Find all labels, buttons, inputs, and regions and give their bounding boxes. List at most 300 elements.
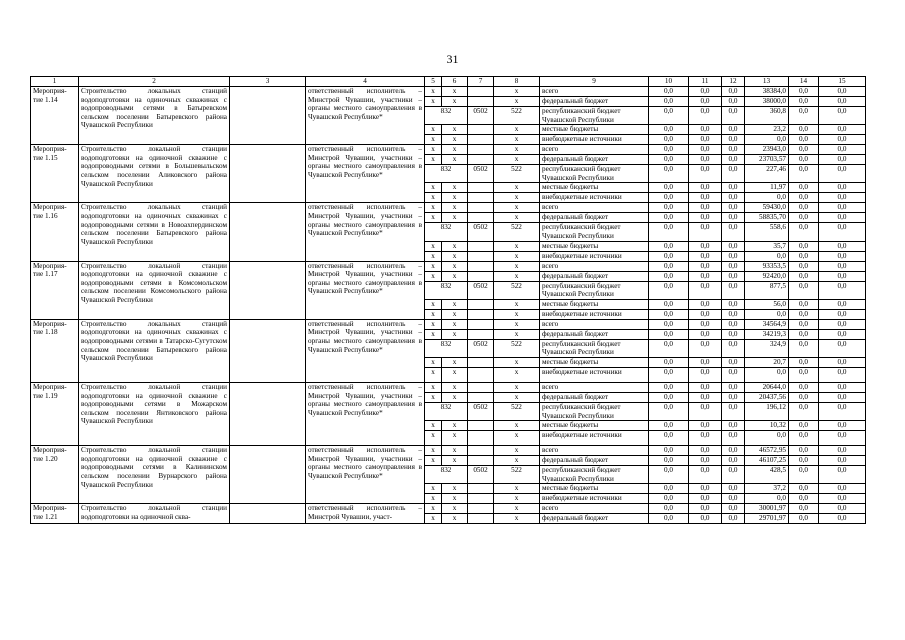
- mark-cell: x: [425, 357, 442, 367]
- value-cell: 0,0: [819, 125, 866, 135]
- measure-executor: ответственный исполнитель – Минстрой Чувашии, участ-: [306, 504, 425, 524]
- funding-source: федеральный бюджет: [540, 329, 649, 339]
- value-cell: 0,0: [789, 261, 819, 271]
- value-cell: 0,0: [819, 241, 866, 251]
- mark-cell: x: [494, 431, 540, 446]
- table-row: [31, 145, 866, 155]
- value-cell: 0,0: [819, 504, 866, 514]
- mark-cell: x: [442, 484, 468, 494]
- value-cell: 0,0: [819, 319, 866, 329]
- value-cell: 0,0: [722, 299, 745, 309]
- empty-cell: [468, 484, 494, 494]
- value-cell: 0,0: [789, 213, 819, 223]
- measure-description: Строительство локальной станции водоподготовки на одиночной скважине с водопроводными сетями в Большевыльском сельском поселении Аликовского района Чувашской Республики: [79, 145, 230, 203]
- value-cell: 0,0: [789, 125, 819, 135]
- mark-cell: x: [425, 329, 442, 339]
- budget-table: [30, 76, 866, 524]
- value-cell: 0,0: [649, 87, 689, 97]
- table-row: [31, 446, 866, 456]
- empty-cell: [230, 203, 306, 261]
- code-cell: 0502: [468, 339, 494, 357]
- value-cell: 0,0: [722, 339, 745, 357]
- value-cell: 0,0: [819, 446, 866, 456]
- code-cell: 522: [494, 339, 540, 357]
- measure-executor: ответственный исполнитель – Минстрой Чувашии, участники – органы местного самоуправления в Чувашской Республике*: [306, 382, 425, 445]
- value-cell: 0,0: [689, 97, 722, 107]
- measure-executor: ответственный исполнитель – Минстрой Чувашии, участники – органы местного самоуправления в Чувашской Республике*: [306, 319, 425, 382]
- amount-cell: 11,97: [745, 183, 789, 193]
- measure-description: Строительство локальных станций водоподготовки на одиночных скважинах с водопроводными сетями в Новоахпердинском сельском поселении Батыревского района Чувашской Республики: [79, 203, 230, 261]
- value-cell: 0,0: [689, 514, 722, 524]
- mark-cell: x: [494, 446, 540, 456]
- value-cell: 0,0: [649, 367, 689, 382]
- empty-cell: [468, 125, 494, 135]
- mark-cell: x: [494, 494, 540, 504]
- mark-cell: x: [442, 446, 468, 456]
- value-cell: 0,0: [789, 165, 819, 183]
- empty-cell: [468, 357, 494, 367]
- value-cell: 0,0: [789, 97, 819, 107]
- value-cell: 0,0: [722, 456, 745, 466]
- funding-source: всего: [540, 504, 649, 514]
- funding-source: местные бюджеты: [540, 357, 649, 367]
- column-number: 1: [31, 77, 79, 87]
- amount-cell: 93353,5: [745, 261, 789, 271]
- value-cell: 0,0: [722, 446, 745, 456]
- value-cell: 0,0: [649, 125, 689, 135]
- mark-cell: x: [442, 271, 468, 281]
- code-cell: 522: [494, 165, 540, 183]
- amount-cell: 59430,0: [745, 203, 789, 213]
- empty-cell: [468, 456, 494, 466]
- mark-cell: x: [425, 97, 442, 107]
- funding-source: местные бюджеты: [540, 484, 649, 494]
- value-cell: 0,0: [689, 107, 722, 125]
- value-cell: 0,0: [722, 514, 745, 524]
- mark-cell: x: [442, 87, 468, 97]
- value-cell: 0,0: [649, 107, 689, 125]
- code-cell: 0502: [468, 107, 494, 125]
- mark-cell: x: [494, 241, 540, 251]
- empty-cell: [468, 329, 494, 339]
- code-cell: 832: [425, 223, 468, 241]
- value-cell: 0,0: [722, 367, 745, 382]
- value-cell: 0,0: [689, 466, 722, 484]
- value-cell: 0,0: [789, 392, 819, 402]
- funding-source: федеральный бюджет: [540, 155, 649, 165]
- value-cell: 0,0: [649, 431, 689, 446]
- mark-cell: x: [442, 203, 468, 213]
- value-cell: 0,0: [649, 165, 689, 183]
- mark-cell: x: [442, 319, 468, 329]
- value-cell: 0,0: [819, 514, 866, 524]
- amount-cell: 56,0: [745, 299, 789, 309]
- value-cell: 0,0: [649, 382, 689, 392]
- value-cell: 0,0: [789, 466, 819, 484]
- funding-source: местные бюджеты: [540, 183, 649, 193]
- empty-cell: [468, 261, 494, 271]
- funding-source: федеральный бюджет: [540, 456, 649, 466]
- mark-cell: x: [494, 261, 540, 271]
- value-cell: 0,0: [722, 281, 745, 299]
- value-cell: 0,0: [722, 223, 745, 241]
- value-cell: 0,0: [689, 329, 722, 339]
- empty-cell: [468, 309, 494, 319]
- value-cell: 0,0: [789, 514, 819, 524]
- mark-cell: x: [425, 261, 442, 271]
- empty-cell: [468, 87, 494, 97]
- funding-source: местные бюджеты: [540, 421, 649, 431]
- value-cell: 0,0: [689, 494, 722, 504]
- mark-cell: x: [425, 145, 442, 155]
- funding-source: всего: [540, 203, 649, 213]
- value-cell: 0,0: [722, 382, 745, 392]
- mark-cell: x: [494, 484, 540, 494]
- value-cell: 0,0: [689, 446, 722, 456]
- funding-source: всего: [540, 87, 649, 97]
- measure-executor: ответственный исполнитель – Минстрой Чувашии, участники – органы местного самоуправления в Чувашской Республике*: [306, 203, 425, 261]
- funding-source: всего: [540, 382, 649, 392]
- value-cell: 0,0: [689, 421, 722, 431]
- amount-cell: 428,5: [745, 466, 789, 484]
- value-cell: 0,0: [689, 299, 722, 309]
- code-cell: 0502: [468, 223, 494, 241]
- table-row: [31, 87, 866, 97]
- amount-cell: 877,5: [745, 281, 789, 299]
- mark-cell: x: [494, 251, 540, 261]
- funding-source: республиканский бюджет Чувашской Республики: [540, 223, 649, 241]
- measure-description: Строительство локальной станции водоподготовки на одиночной скважине с водопроводными сетями в Можарском сельском поселении Янтиковского района Чувашской Республики: [79, 382, 230, 445]
- empty-cell: [468, 392, 494, 402]
- funding-source: федеральный бюджет: [540, 514, 649, 524]
- value-cell: 0,0: [819, 271, 866, 281]
- empty-cell: [230, 446, 306, 504]
- value-cell: 0,0: [789, 183, 819, 193]
- value-cell: 0,0: [819, 357, 866, 367]
- mark-cell: x: [442, 97, 468, 107]
- value-cell: 0,0: [689, 87, 722, 97]
- value-cell: 0,0: [649, 155, 689, 165]
- value-cell: 0,0: [689, 135, 722, 145]
- amount-cell: 20644,0: [745, 382, 789, 392]
- empty-cell: [468, 271, 494, 281]
- mark-cell: x: [494, 97, 540, 107]
- measure-label: Мероприя-тие 1.20: [31, 446, 79, 504]
- value-cell: 0,0: [722, 107, 745, 125]
- mark-cell: x: [442, 155, 468, 165]
- measure-executor: ответственный исполнитель – Минстрой Чувашии, участники – органы местного самоуправления в Чувашской Республике*: [306, 261, 425, 319]
- value-cell: 0,0: [722, 135, 745, 145]
- amount-cell: 196,12: [745, 402, 789, 420]
- mark-cell: x: [425, 382, 442, 392]
- value-cell: 0,0: [819, 484, 866, 494]
- value-cell: 0,0: [789, 87, 819, 97]
- funding-source: федеральный бюджет: [540, 97, 649, 107]
- empty-cell: [230, 87, 306, 145]
- value-cell: 0,0: [789, 251, 819, 261]
- empty-cell: [468, 319, 494, 329]
- value-cell: 0,0: [722, 466, 745, 484]
- header-row: [31, 77, 866, 87]
- value-cell: 0,0: [789, 357, 819, 367]
- value-cell: 0,0: [649, 213, 689, 223]
- value-cell: 0,0: [689, 309, 722, 319]
- value-cell: 0,0: [689, 402, 722, 420]
- amount-cell: 10,32: [745, 421, 789, 431]
- funding-source: всего: [540, 261, 649, 271]
- amount-cell: 35,7: [745, 241, 789, 251]
- code-cell: 832: [425, 402, 468, 420]
- mark-cell: x: [425, 125, 442, 135]
- amount-cell: 20437,56: [745, 392, 789, 402]
- mark-cell: x: [442, 145, 468, 155]
- amount-cell: 38384,0: [745, 87, 789, 97]
- value-cell: 0,0: [649, 446, 689, 456]
- amount-cell: 23,2: [745, 125, 789, 135]
- value-cell: 0,0: [689, 339, 722, 357]
- value-cell: 0,0: [722, 261, 745, 271]
- mark-cell: x: [494, 382, 540, 392]
- mark-cell: x: [494, 329, 540, 339]
- value-cell: 0,0: [789, 299, 819, 309]
- mark-cell: x: [494, 87, 540, 97]
- mark-cell: x: [425, 446, 442, 456]
- mark-cell: x: [494, 271, 540, 281]
- amount-cell: 38000,0: [745, 97, 789, 107]
- mark-cell: x: [442, 125, 468, 135]
- code-cell: 0502: [468, 402, 494, 420]
- mark-cell: x: [442, 309, 468, 319]
- value-cell: 0,0: [789, 319, 819, 329]
- value-cell: 0,0: [689, 125, 722, 135]
- mark-cell: x: [494, 309, 540, 319]
- amount-cell: 23703,57: [745, 155, 789, 165]
- column-number: 2: [79, 77, 230, 87]
- value-cell: 0,0: [689, 165, 722, 183]
- value-cell: 0,0: [819, 97, 866, 107]
- value-cell: 0,0: [819, 87, 866, 97]
- mark-cell: x: [425, 504, 442, 514]
- column-number: 3: [230, 77, 306, 87]
- measure-description: Строительство локальной станции водоподготовки на одиночной скважине с водопроводными сетями в Комсомольском сельском поселении Комсомольского района Чувашской Республики: [79, 261, 230, 319]
- value-cell: 0,0: [819, 135, 866, 145]
- value-cell: 0,0: [649, 466, 689, 484]
- value-cell: 0,0: [819, 251, 866, 261]
- value-cell: 0,0: [789, 402, 819, 420]
- code-cell: 832: [425, 339, 468, 357]
- mark-cell: x: [494, 504, 540, 514]
- value-cell: 0,0: [689, 484, 722, 494]
- value-cell: 0,0: [819, 213, 866, 223]
- column-number: 5: [425, 77, 442, 87]
- value-cell: 0,0: [689, 183, 722, 193]
- empty-cell: [230, 261, 306, 319]
- empty-cell: [468, 183, 494, 193]
- amount-cell: 30001,97: [745, 504, 789, 514]
- mark-cell: x: [442, 261, 468, 271]
- value-cell: 0,0: [789, 145, 819, 155]
- code-cell: 522: [494, 107, 540, 125]
- code-cell: 0502: [468, 466, 494, 484]
- empty-cell: [468, 504, 494, 514]
- mark-cell: x: [425, 213, 442, 223]
- value-cell: 0,0: [722, 145, 745, 155]
- mark-cell: x: [425, 271, 442, 281]
- funding-source: всего: [540, 446, 649, 456]
- amount-cell: 0,0: [745, 367, 789, 382]
- value-cell: 0,0: [819, 281, 866, 299]
- mark-cell: x: [494, 193, 540, 203]
- funding-source: местные бюджеты: [540, 241, 649, 251]
- value-cell: 0,0: [789, 339, 819, 357]
- value-cell: 0,0: [689, 382, 722, 392]
- amount-cell: 20,7: [745, 357, 789, 367]
- value-cell: 0,0: [819, 431, 866, 446]
- empty-cell: [468, 251, 494, 261]
- value-cell: 0,0: [689, 319, 722, 329]
- value-cell: 0,0: [689, 504, 722, 514]
- value-cell: 0,0: [689, 193, 722, 203]
- value-cell: 0,0: [789, 193, 819, 203]
- mark-cell: x: [494, 213, 540, 223]
- value-cell: 0,0: [819, 107, 866, 125]
- mark-cell: x: [425, 183, 442, 193]
- mark-cell: x: [425, 514, 442, 524]
- funding-source: внебюджетные источники: [540, 251, 649, 261]
- value-cell: 0,0: [722, 431, 745, 446]
- value-cell: 0,0: [789, 223, 819, 241]
- value-cell: 0,0: [649, 271, 689, 281]
- value-cell: 0,0: [689, 241, 722, 251]
- value-cell: 0,0: [819, 223, 866, 241]
- empty-cell: [468, 203, 494, 213]
- column-number: 6: [442, 77, 468, 87]
- measure-executor: ответственный исполнитель – Минстрой Чувашии, участники – органы местного самоуправления в Чувашской Республике*: [306, 145, 425, 203]
- measure-label: Мероприя-тие 1.17: [31, 261, 79, 319]
- value-cell: 0,0: [819, 456, 866, 466]
- empty-cell: [468, 494, 494, 504]
- value-cell: 0,0: [649, 281, 689, 299]
- value-cell: 0,0: [722, 504, 745, 514]
- value-cell: 0,0: [819, 203, 866, 213]
- value-cell: 0,0: [819, 382, 866, 392]
- value-cell: 0,0: [689, 213, 722, 223]
- value-cell: 0,0: [649, 484, 689, 494]
- empty-cell: [230, 504, 306, 524]
- value-cell: 0,0: [689, 392, 722, 402]
- amount-cell: 29701,97: [745, 514, 789, 524]
- empty-cell: [468, 193, 494, 203]
- funding-source: внебюджетные источники: [540, 309, 649, 319]
- value-cell: 0,0: [819, 392, 866, 402]
- value-cell: 0,0: [649, 97, 689, 107]
- value-cell: 0,0: [722, 402, 745, 420]
- measure-description: Строительство локальной станции водоподготовки на одиночной скважине с водопроводными сетями в Калининском сельском поселении Вурнарского района Чувашской Республики: [79, 446, 230, 504]
- measure-executor: ответственный исполнитель – Минстрой Чувашии, участники – органы местного самоуправления в Чувашской Республике*: [306, 87, 425, 145]
- amount-cell: 23943,0: [745, 145, 789, 155]
- table-row: [31, 382, 866, 392]
- funding-source: внебюджетные источники: [540, 494, 649, 504]
- amount-cell: 360,8: [745, 107, 789, 125]
- value-cell: 0,0: [689, 155, 722, 165]
- value-cell: 0,0: [819, 421, 866, 431]
- mark-cell: x: [494, 392, 540, 402]
- code-cell: 832: [425, 165, 468, 183]
- value-cell: 0,0: [789, 107, 819, 125]
- value-cell: 0,0: [689, 261, 722, 271]
- column-number: 13: [745, 77, 789, 87]
- mark-cell: x: [425, 241, 442, 251]
- value-cell: 0,0: [819, 155, 866, 165]
- amount-cell: 92420,0: [745, 271, 789, 281]
- value-cell: 0,0: [722, 213, 745, 223]
- value-cell: 0,0: [649, 135, 689, 145]
- value-cell: 0,0: [689, 367, 722, 382]
- empty-cell: [468, 367, 494, 382]
- column-number: 8: [494, 77, 540, 87]
- mark-cell: x: [442, 183, 468, 193]
- measure-label: Мероприя-тие 1.15: [31, 145, 79, 203]
- mark-cell: x: [494, 135, 540, 145]
- value-cell: 0,0: [789, 504, 819, 514]
- value-cell: 0,0: [722, 97, 745, 107]
- value-cell: 0,0: [689, 223, 722, 241]
- funding-source: местные бюджеты: [540, 125, 649, 135]
- mark-cell: x: [442, 299, 468, 309]
- value-cell: 0,0: [649, 261, 689, 271]
- value-cell: 0,0: [789, 382, 819, 392]
- mark-cell: x: [494, 367, 540, 382]
- mark-cell: x: [442, 504, 468, 514]
- amount-cell: 0,0: [745, 431, 789, 446]
- mark-cell: x: [425, 494, 442, 504]
- value-cell: 0,0: [819, 193, 866, 203]
- value-cell: 0,0: [722, 165, 745, 183]
- value-cell: 0,0: [722, 329, 745, 339]
- value-cell: 0,0: [649, 193, 689, 203]
- value-cell: 0,0: [689, 203, 722, 213]
- mark-cell: x: [442, 456, 468, 466]
- measure-label: Мероприя-тие 1.18: [31, 319, 79, 382]
- value-cell: 0,0: [649, 392, 689, 402]
- amount-cell: 34219,3: [745, 329, 789, 339]
- mark-cell: x: [494, 299, 540, 309]
- value-cell: 0,0: [819, 367, 866, 382]
- amount-cell: 37,2: [745, 484, 789, 494]
- amount-cell: 0,0: [745, 494, 789, 504]
- value-cell: 0,0: [649, 504, 689, 514]
- mark-cell: x: [425, 392, 442, 402]
- value-cell: 0,0: [649, 145, 689, 155]
- amount-cell: 0,0: [745, 251, 789, 261]
- mark-cell: x: [442, 241, 468, 251]
- value-cell: 0,0: [649, 357, 689, 367]
- value-cell: 0,0: [649, 223, 689, 241]
- amount-cell: 58835,70: [745, 213, 789, 223]
- column-number: 12: [722, 77, 745, 87]
- value-cell: 0,0: [789, 309, 819, 319]
- column-number: 7: [468, 77, 494, 87]
- empty-cell: [468, 213, 494, 223]
- value-cell: 0,0: [649, 319, 689, 329]
- value-cell: 0,0: [819, 299, 866, 309]
- code-cell: 522: [494, 281, 540, 299]
- value-cell: 0,0: [819, 309, 866, 319]
- code-cell: 522: [494, 466, 540, 484]
- amount-cell: 0,0: [745, 135, 789, 145]
- amount-cell: 558,6: [745, 223, 789, 241]
- value-cell: 0,0: [722, 494, 745, 504]
